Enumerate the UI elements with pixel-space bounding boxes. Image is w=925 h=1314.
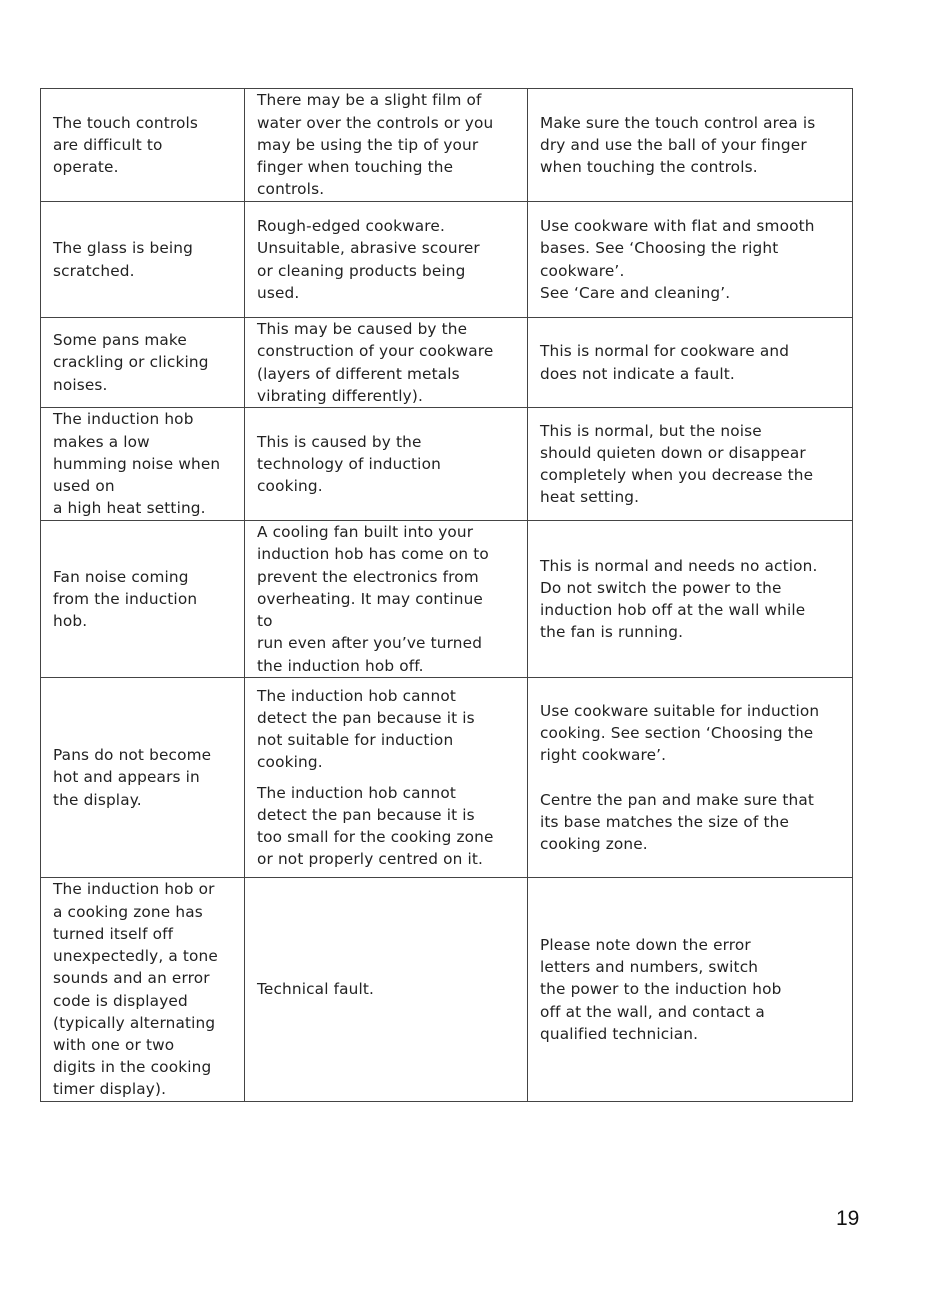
solution-text-a: Use cookware suitable for induction cooking. See section ‘Choosing the right cookware’.: [540, 701, 820, 765]
cause-cell: This is caused by the technology of induction cooking.: [245, 408, 528, 521]
cause-cell: This may be caused by the construction of your cookware (layers of different metals vibrating differently).: [245, 318, 528, 408]
table-row: [41, 521, 853, 678]
table-row: [41, 89, 853, 202]
problem-cell: The induction hob makes a low humming noise when used on a high heat setting.: [41, 408, 245, 521]
cause-cell: Technical fault.: [245, 878, 528, 1102]
table-row: [41, 678, 853, 878]
cause-cell: There may be a slight film of water over the controls or you may be using the tip of your finger when touching the controls.: [245, 89, 528, 202]
cause-cell: A cooling fan built into your induction hob has come on to prevent the electronics from overheating. It may continue to run even after you’ve turned the induction hob off.: [245, 521, 528, 678]
solution-cell: Use cookware with flat and smooth bases. See ‘Choosing the right cookware’. See ‘Care and cleaning’.: [528, 202, 853, 318]
solution-cell: Please note down the error letters and numbers, switch the power to the induction hob off at the wall, and contact a qualified technician.: [528, 878, 853, 1102]
problem-cell: The touch controls are difficult to operate.: [41, 89, 245, 202]
problem-cell: Some pans make crackling or clicking noises.: [41, 318, 245, 408]
problem-cell: Pans do not become hot and appears in the display.: [41, 678, 245, 878]
solution-cell: Make sure the touch control area is dry and use the ball of your finger when touching the controls.: [528, 89, 853, 202]
solution-text-b: Centre the pan and make sure that its base matches the size of the cooking zone.: [540, 790, 815, 853]
table-row: [41, 318, 853, 408]
table-row: [41, 202, 853, 318]
problem-cell: The induction hob or a cooking zone has turned itself off unexpectedly, a tone sounds and an error code is displayed (typically alternating with one or two digits in the cooking timer display).: [41, 878, 245, 1102]
cause-cell: Rough-edged cookware. Unsuitable, abrasive scourer or cleaning products being used.: [245, 202, 528, 318]
problem-cell: Fan noise coming from the induction hob.: [41, 521, 245, 678]
solution-cell: This is normal for cookware and does not indicate a fault.: [528, 318, 853, 408]
solution-cell: [528, 678, 853, 878]
table-row: [41, 878, 853, 1102]
troubleshooting-table: [40, 88, 853, 1102]
solution-cell: This is normal and needs no action. Do not switch the power to the induction hob off at the wall while the fan is running.: [528, 521, 853, 678]
solution-cell: This is normal, but the noise should quieten down or disappear completely when you decrease the heat setting.: [528, 408, 853, 521]
cause-cell: [245, 678, 528, 878]
page-number: 19: [836, 1207, 860, 1230]
problem-cell: The glass is being scratched.: [41, 202, 245, 318]
cause-text-a: The induction hob cannot detect the pan because it is not suitable for induction cooking.: [257, 686, 475, 772]
table-row: [41, 408, 853, 521]
cause-text-b: The induction hob cannot detect the pan because it is too small for the cooking zone or not properly centred on it.: [257, 783, 494, 869]
